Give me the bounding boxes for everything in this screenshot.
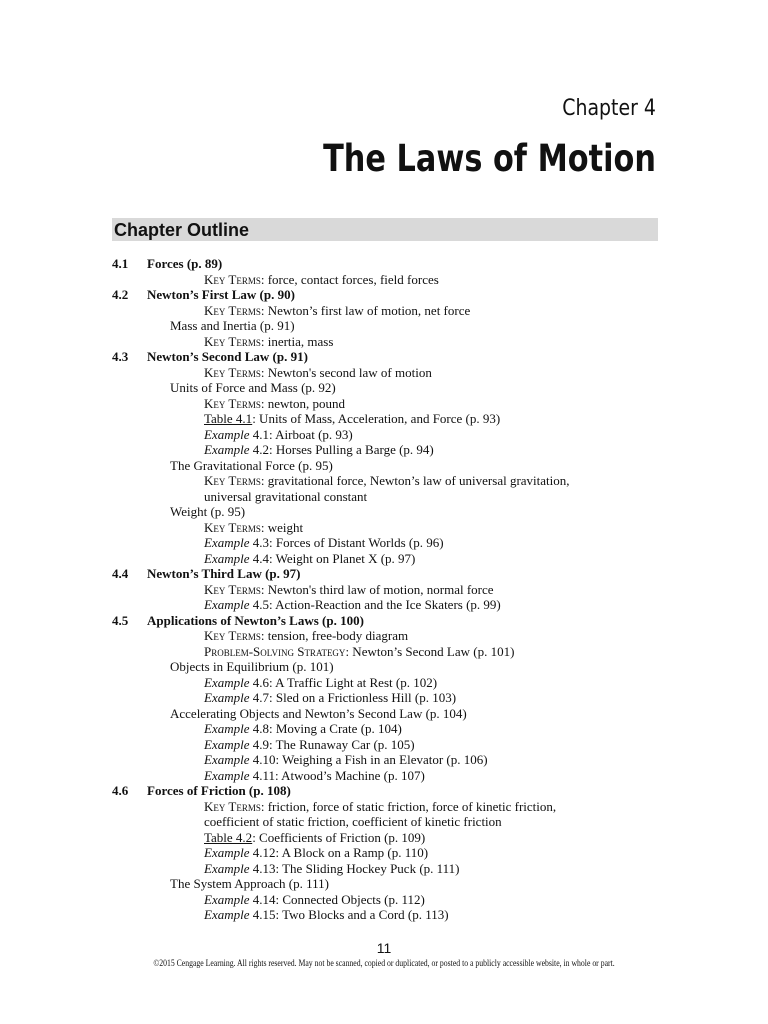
entry-content: 4.2: Horses Pulling a Barge (p. 94) (249, 442, 434, 457)
entry-content: : weight (260, 519, 304, 535)
outline-entry (112, 752, 672, 768)
outline-entry (112, 830, 672, 846)
outline-entry (112, 396, 672, 412)
entry-prefix: Example (204, 690, 250, 705)
entry-prefix: Table 4.2 (204, 829, 253, 845)
section-number: 4.2 (112, 287, 129, 302)
outline-entry (112, 721, 672, 737)
entry-content: 4.4: Weight on Planet X (p. 97) (249, 550, 416, 566)
entry-content: coefficient of static friction, coefficient of kinetic friction (204, 814, 502, 829)
entry-prefix: Example (204, 752, 250, 767)
entry-text (204, 582, 494, 598)
entry-content: Mass and Inertia (p. 91) (170, 318, 295, 333)
entry-prefix: Key Terms (204, 302, 261, 318)
entry-prefix: Example (204, 442, 250, 457)
entry-content: : Newton’s first law of motion, net force (260, 302, 471, 318)
entry-text (204, 845, 428, 861)
entry-content: Newton’s Third Law (p. 97) (147, 566, 301, 581)
outline-entry (112, 442, 672, 458)
outline-entry (112, 659, 672, 675)
entry-content: 4.3: Forces of Distant Worlds (p. 96) (249, 535, 444, 550)
outline-entry (112, 535, 672, 551)
entry-content: : friction, force of static friction, force of kinetic friction, (260, 798, 557, 814)
entry-content: : Newton’s Second Law (p. 101) (345, 643, 515, 659)
outline-entry (112, 334, 672, 350)
entry-content: The Gravitational Force (p. 95) (170, 457, 333, 473)
section-heading (112, 566, 672, 582)
entry-content: 4.12: A Block on a Ramp (p. 110) (249, 845, 429, 860)
outline-entry (112, 892, 672, 908)
entry-content: : Coefficients of Friction (p. 109) (252, 829, 426, 845)
entry-content: Units of Force and Mass (p. 92) (170, 380, 336, 395)
entry-text (204, 799, 556, 815)
entry-text (204, 597, 501, 613)
outline-entry (112, 907, 672, 923)
outline-entry (112, 458, 672, 474)
entry-text (204, 752, 488, 768)
section-heading (112, 349, 672, 365)
entry-content: 4.7: Sled on a Frictionless Hill (p. 103) (249, 690, 457, 705)
entry-prefix: Example (204, 535, 250, 550)
outline-entry (112, 706, 672, 722)
outline-entry (112, 427, 672, 443)
entry-content: 4.13: The Sliding Hockey Puck (p. 111) (249, 860, 460, 876)
entry-text (204, 892, 425, 908)
entry-text (170, 706, 467, 722)
entry-text (204, 721, 402, 737)
entry-text (204, 520, 303, 536)
entry-content: Applications of Newton’s Laws (p. 100) (147, 612, 364, 628)
entry-content: : Newton's third law of motion, normal force (260, 581, 494, 597)
entry-text (204, 303, 470, 319)
entry-text (170, 380, 336, 396)
entry-prefix: Key Terms (204, 519, 261, 535)
entry-text (170, 876, 329, 892)
entry-text (147, 783, 291, 799)
chapter-outline-bar (112, 218, 658, 241)
entry-text (204, 442, 434, 458)
entry-text (204, 396, 345, 412)
section-heading (112, 287, 672, 303)
entry-text (170, 659, 334, 675)
entry-text (204, 830, 425, 846)
entry-content: 4.11: Atwood’s Machine (p. 107) (249, 767, 425, 783)
entry-text (204, 411, 500, 427)
outline-entry (112, 597, 672, 613)
entry-text (147, 613, 364, 629)
entry-text (204, 365, 432, 381)
outline-entry (112, 876, 672, 892)
entry-content: : Newton's second law of motion (260, 364, 432, 380)
entry-text (147, 566, 301, 582)
outline-entry (112, 582, 672, 598)
entry-content: 4.14: Connected Objects (p. 112) (249, 891, 425, 907)
chapter-outline-heading: Chapter Outline (114, 220, 250, 240)
section-number: 4.6 (112, 783, 129, 798)
entry-content: 4.5: Action-Reaction and the Ice Skaters (p. 99) (249, 597, 501, 612)
entry-text (204, 768, 425, 784)
entry-text (170, 458, 333, 474)
entry-text (170, 318, 295, 334)
outline-entry (112, 737, 672, 753)
entry-prefix: Key Terms (204, 628, 261, 643)
entry-prefix: Key Terms (204, 473, 261, 488)
section-number: 4.4 (112, 566, 129, 581)
entry-prefix: Example (204, 907, 250, 922)
entry-prefix: Key Terms (204, 364, 261, 380)
entry-text (204, 675, 437, 691)
outline-entry (112, 861, 672, 877)
entry-text (147, 349, 308, 365)
entry-content: 4.15: Two Blocks and a Cord (p. 113) (249, 907, 449, 922)
copyright-notice: ©2015 Cengage Learning. All rights reserved. May not be scanned, copied or duplicated, or posted to a publicly accessible website, in whole or part. (153, 958, 615, 968)
entry-content: : force, contact forces, field forces (260, 271, 439, 287)
entry-prefix: Key Terms (204, 333, 261, 349)
entry-prefix: Problem-Solving Strategy (204, 643, 346, 659)
entry-content: 4.8: Moving a Crate (p. 104) (249, 721, 402, 736)
entry-text (204, 489, 367, 505)
entry-text (204, 737, 415, 753)
entry-prefix: Example (204, 597, 250, 612)
entry-text (204, 551, 415, 567)
section-heading (112, 783, 672, 799)
entry-prefix: Example (204, 860, 250, 876)
entry-content: Newton’s First Law (p. 90) (147, 287, 295, 302)
entry-content: : inertia, mass (260, 333, 334, 349)
entry-prefix: Example (204, 426, 250, 442)
entry-content: Objects in Equilibrium (p. 101) (170, 659, 334, 674)
entry-prefix: Key Terms (204, 798, 261, 814)
outline-entry (112, 644, 672, 660)
outline-entry (112, 675, 672, 691)
section-number: 4.5 (112, 612, 129, 628)
entry-text (204, 272, 439, 288)
outline-entry (112, 489, 672, 505)
outline-entry (112, 628, 672, 644)
entry-content: : Units of Mass, Acceleration, and Force (p. 93) (252, 411, 501, 426)
entry-prefix: Key Terms (204, 271, 261, 287)
entry-text (204, 644, 514, 660)
entry-prefix: Example (204, 736, 250, 752)
outline-entry (112, 365, 672, 381)
outline-entry (112, 318, 672, 334)
entry-prefix: Key Terms (204, 395, 261, 411)
entry-content: Forces (p. 89) (147, 256, 223, 271)
outline-entry (112, 814, 672, 830)
page-number: 11 (376, 940, 392, 956)
section-number: 4.1 (112, 256, 129, 271)
entry-content: 4.9: The Runaway Car (p. 105) (249, 736, 415, 752)
entry-content: : gravitational force, Newton’s law of universal gravitation, (260, 473, 570, 488)
outline-entry (112, 799, 672, 815)
entry-content: : newton, pound (260, 395, 345, 411)
entry-content: 4.1: Airboat (p. 93) (249, 426, 353, 442)
entry-prefix: Example (204, 550, 250, 566)
entry-text (204, 334, 333, 350)
entry-content: 4.6: A Traffic Light at Rest (p. 102) (249, 674, 438, 690)
entry-text (204, 690, 456, 706)
entry-content: The System Approach (p. 111) (170, 876, 329, 891)
entry-content: 4.10: Weighing a Fish in an Elevator (p. 106) (249, 752, 488, 767)
entry-content: : tension, free-body diagram (260, 628, 409, 643)
outline-entry (112, 690, 672, 706)
entry-prefix: Example (204, 674, 250, 690)
entry-text (170, 504, 245, 520)
entry-content: universal gravitational constant (204, 488, 368, 504)
chapter-outline-list (112, 256, 672, 923)
outline-entry (112, 768, 672, 784)
entry-text (204, 535, 444, 551)
outline-entry (112, 303, 672, 319)
outline-entry (112, 520, 672, 536)
chapter-title: The Laws of Motion (323, 137, 656, 180)
section-heading (112, 613, 672, 629)
entry-text (204, 907, 449, 923)
outline-entry (112, 504, 672, 520)
outline-entry (112, 551, 672, 567)
outline-entry (112, 411, 672, 427)
entry-text (147, 256, 222, 272)
outline-entry (112, 380, 672, 396)
outline-entry (112, 473, 672, 489)
entry-prefix: Example (204, 767, 250, 783)
entry-text (204, 814, 502, 830)
entry-prefix: Key Terms (204, 581, 261, 597)
entry-content: Weight (p. 95) (170, 504, 246, 519)
entry-prefix: Example (204, 891, 250, 907)
entry-text (204, 861, 460, 877)
entry-prefix: Example (204, 721, 250, 736)
outline-entry (112, 845, 672, 861)
entry-text (204, 427, 353, 443)
entry-content: Forces of Friction (p. 108) (147, 783, 291, 798)
outline-entry (112, 272, 672, 288)
entry-content: Accelerating Objects and Newton’s Second Law (p. 104) (170, 705, 467, 721)
entry-content: Newton’s Second Law (p. 91) (147, 349, 308, 364)
entry-text (204, 473, 570, 489)
entry-text (147, 287, 295, 303)
section-number: 4.3 (112, 349, 129, 364)
section-heading (112, 256, 672, 272)
entry-prefix: Example (204, 845, 250, 860)
chapter-label: Chapter 4 (562, 96, 656, 121)
entry-text (204, 628, 408, 644)
entry-prefix: Table 4.1 (204, 411, 253, 426)
